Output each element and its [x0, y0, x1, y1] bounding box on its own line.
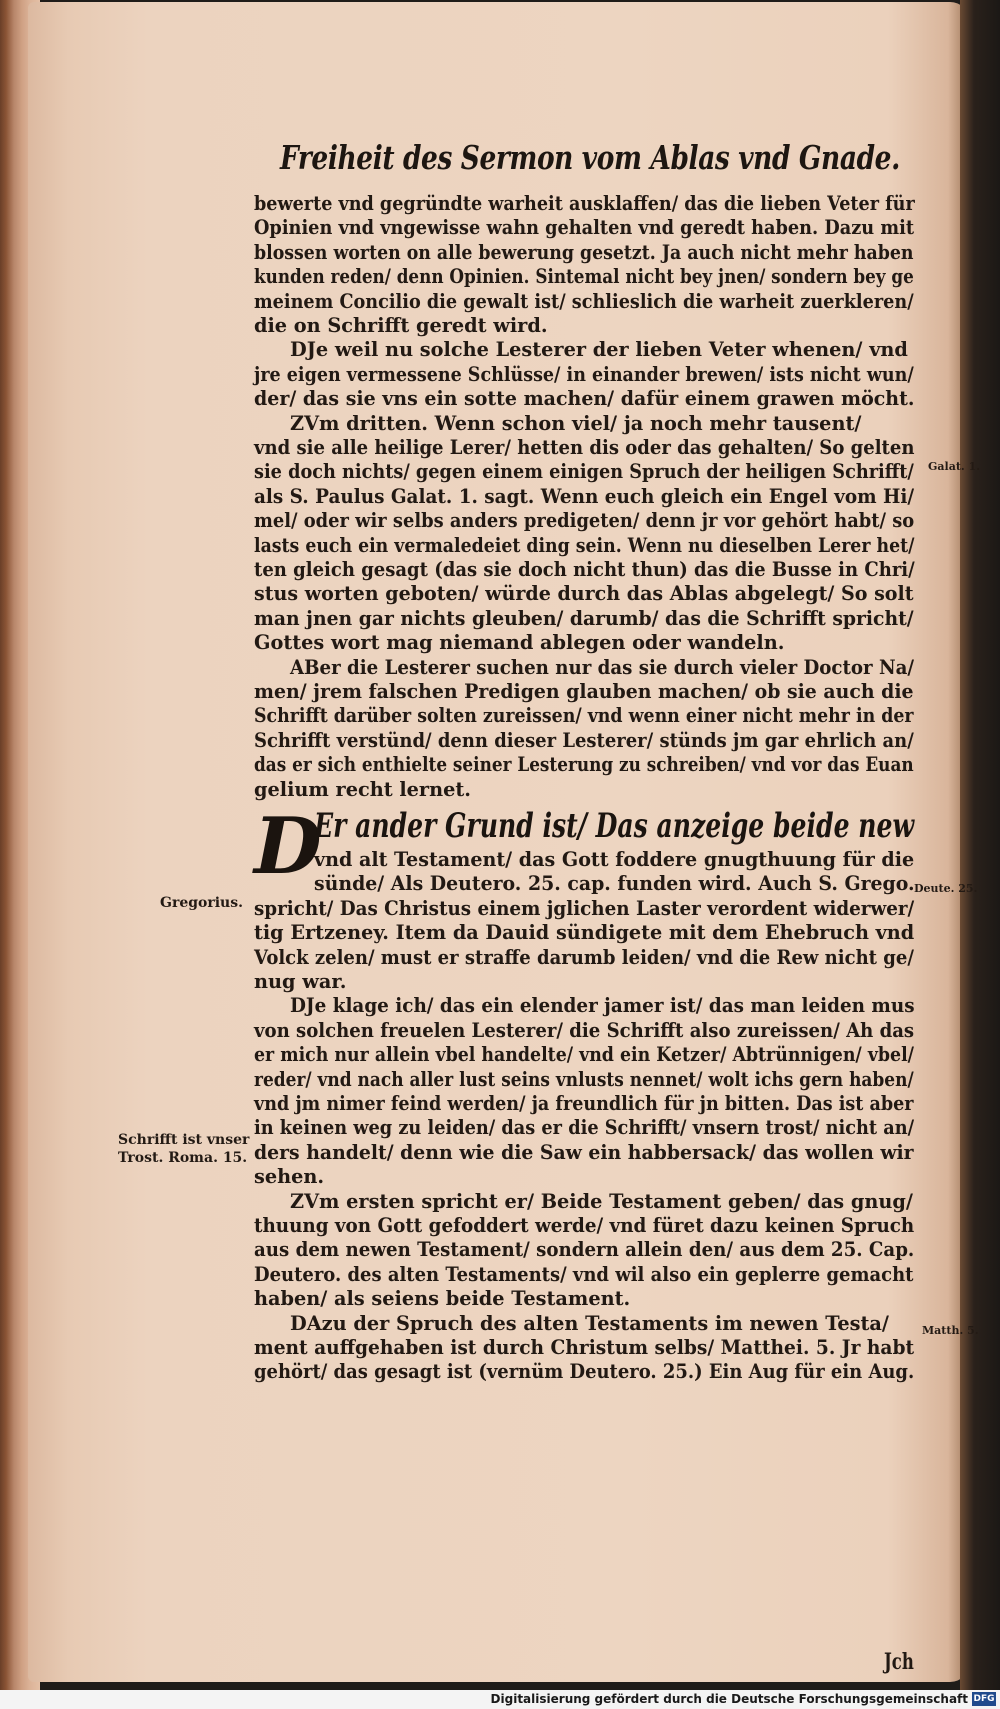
text-line: ZVm ersten spricht er/ Beide Testament geben/ das gnug/: [290, 1189, 913, 1213]
text-line: Volck zelen/ must er straffe darumb leiden/ vnd die Rew nicht ge/: [254, 945, 914, 969]
text-line: sie doch nichts/ gegen einem einigen Spruch der heiligen Schrifft/: [254, 460, 914, 484]
text-line: ment auffgehaben ist durch Christum selbs/ Matthei. 5. Jr habt: [254, 1336, 915, 1359]
margin-note-schrifft-line1: Schrifft ist vnser: [118, 1132, 250, 1148]
text-line: sehen.: [254, 1165, 325, 1189]
text-line: das er sich enthielte seiner Lesterung zu schreiben/ vnd vor das Euan: [254, 753, 914, 777]
text-line: ZVm dritten. Wenn schon viel/ ja noch mehr tausent/: [290, 411, 862, 435]
text-line: reder/ vnd nach aller lust seins vnlusts nennet/ wolt ichs gern haben/: [254, 1067, 914, 1091]
footer-credit: Digitalisierung gefördert durch die Deutsche Forschungsgemeinschaft: [490, 1692, 968, 1706]
text-line: ten gleich gesagt (das sie doch nicht thun) das die Busse in Chri/: [254, 558, 915, 581]
text-line: die on Schrifft geredt wird.: [254, 314, 548, 337]
text-line: vnd sie alle heilige Lerer/ hetten dis oder das gehalten/ So gelten: [254, 436, 915, 459]
text-line: tig Ertzeney. Item da Dauid sündigete mit dem Ehebruch vnd: [254, 921, 915, 945]
text-line: DJe weil nu solche Lesterer der lieben Veter whenen/ vnd: [290, 338, 908, 362]
text-line: er mich nur allein vbel handelte/ vnd ein Ketzer/ Abtrünnigen/ vbel/: [254, 1043, 915, 1067]
text-line: lasts euch ein vermaledeiet ding sein. Wenn nu dieselben Lerer het/: [254, 533, 915, 557]
margin-note-galat: Galat. 1.: [928, 460, 981, 473]
drop-cap: D: [254, 801, 322, 892]
text-line: Schrifft verstünd/ denn dieser Lesterer/ stünds jm gar ehrlich an/: [254, 728, 914, 752]
text-line: bewerte vnd gegründte warheit ausklaffen/ das die lieben Veter für: [254, 192, 915, 215]
running-header: Freiheit des Sermon vom Ablas vnd Gnade.: [280, 138, 900, 177]
text-line: nug war.: [254, 970, 347, 993]
margin-note-deute: Deute. 25.: [914, 882, 978, 895]
text-line: Deutero. des alten Testaments/ vnd wil also ein geplerre gemacht: [254, 1262, 914, 1286]
text-line: gelium recht lernet.: [254, 777, 471, 801]
margin-note-schrifft-line2: Trost. Roma. 15.: [118, 1150, 248, 1166]
text-line: spricht/ Das Christus einem jglichen Laster verordent widerwer/: [254, 896, 915, 920]
text-line: stus worten geboten/ würde durch das Ablas abgelegt/ So solt: [254, 582, 914, 606]
section-heading: Er ander Grund ist/ Das anzeige beide new: [314, 806, 915, 846]
text-line: thuung von Gott gefoddert werde/ vnd füret dazu keinen Spruch: [254, 1214, 915, 1237]
text-line: DAzu der Spruch des alten Testaments im newen Testa/: [290, 1311, 889, 1335]
text-line: Gottes wort mag niemand ablegen oder wandeln.: [254, 631, 785, 655]
catchword: Jch: [884, 1649, 914, 1675]
text-line: men/ jrem falschen Predigen glauben machen/ ob sie auch die: [254, 680, 914, 703]
text-line: haben/ als seiens beide Testament.: [254, 1287, 631, 1311]
text-line: jre eigen vermessene Schlüsse/ in einander brewen/ ists nicht wun/: [254, 362, 914, 386]
text-line: DJe klage ich/ das ein elender jamer ist/ das man leiden mus: [290, 994, 915, 1018]
text-line: als S. Paulus Galat. 1. sagt. Wenn euch gleich ein Engel vom Hi/: [254, 484, 915, 508]
dfg-logo: DFG: [973, 1694, 995, 1704]
text-line: ABer die Lesterer suchen nur das sie durch vieler Doctor Na/: [290, 655, 915, 679]
text-line: der/ das sie vns ein sotte machen/ dafür einem grawen möcht.: [254, 387, 915, 411]
text-line: aus dem newen Testament/ sondern allein den/ aus dem 25. Cap.: [254, 1238, 915, 1262]
text-line: man jnen gar nichts gleuben/ darumb/ das die Schrifft spricht/: [254, 606, 914, 630]
text-line: in keinen weg zu leiden/ das er die Schrifft/ vnsern trost/ nicht an/: [254, 1116, 915, 1140]
margin-note-matth: Matth. 5.: [922, 1324, 979, 1337]
page-gutter-shadow: [960, 0, 1000, 1700]
text-line: blossen worten on alle bewerung gesetzt. Ja auch nicht mehr haben: [254, 240, 914, 264]
text-line: von solchen freuelen Lesterer/ die Schrifft also zureissen/ Ah das: [254, 1018, 915, 1042]
text-line: Opinien vnd vngewisse wahn gehalten vnd geredt haben. Dazu mit: [254, 216, 915, 240]
text-line: kunden reden/ denn Opinien. Sintemal nicht bey jnen/ sondern bey ge: [254, 265, 914, 289]
text-line: meinem Concilio die gewalt ist/ schlieslich die warheit zuerkleren/: [254, 289, 914, 313]
text-line: gehört/ das gesagt ist (vernüm Deutero. 25.) Ein Aug für ein Aug.: [254, 1360, 915, 1384]
text-line: vnd alt Testament/ das Gott foddere gnugthuung für die: [314, 848, 915, 871]
text-line: vnd jm nimer feind werden/ ja freundlich für jn bitten. Das ist aber: [254, 1092, 914, 1115]
text-line: sünde/ Als Deutero. 25. cap. funden wird. Auch S. Grego.: [314, 872, 915, 896]
text-line: mel/ oder wir selbs anders predigeten/ denn jr vor gehört habt/ so: [254, 509, 915, 533]
text-line: Schrifft darüber solten zureissen/ vnd wenn einer nicht mehr in der: [254, 704, 914, 728]
margin-note-gregorius: Gregorius.: [160, 895, 243, 911]
text-line: ders handelt/ denn wie die Saw ein habbersack/ das wollen wir: [254, 1140, 914, 1164]
